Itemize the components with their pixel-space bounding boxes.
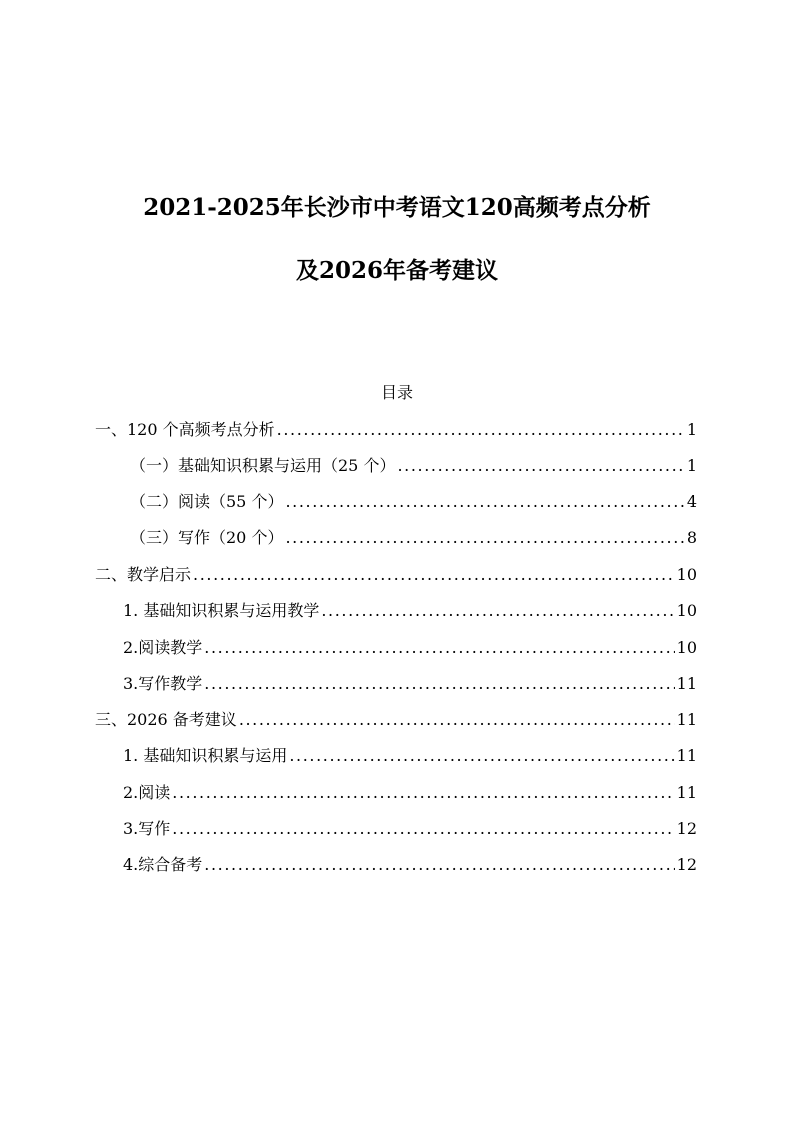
- toc-entry-subsection-3-2[interactable]: [123, 779, 697, 807]
- toc-entry-label: 2.阅读教学: [123, 638, 203, 657]
- toc-dot-leader: [397, 452, 684, 480]
- toc-entry-label: （三）写作（20 个）: [130, 528, 284, 547]
- toc-entry-subsection-1-3[interactable]: [130, 524, 697, 552]
- document-subtitle: 及2026年备考建议: [295, 257, 498, 284]
- toc-entry-subsection-1-1[interactable]: [130, 452, 697, 480]
- toc-entry-subsection-1-2[interactable]: [130, 488, 697, 516]
- toc-entry-subsection-3-4[interactable]: [123, 851, 697, 879]
- toc-entry-label: 二、教学启示: [95, 565, 192, 584]
- toc-entry-subsection-2-2[interactable]: [123, 634, 697, 662]
- toc-dot-leader: [285, 488, 684, 516]
- toc-dot-leader: [321, 597, 674, 625]
- toc-entry-subsection-2-1[interactable]: [123, 597, 697, 625]
- toc-entry-section-1[interactable]: [95, 416, 697, 444]
- toc-dot-leader: [289, 742, 674, 770]
- toc-entry-page: 12: [676, 819, 697, 838]
- toc-entry-label: 2.阅读: [123, 783, 171, 802]
- toc-dot-leader: [193, 561, 675, 589]
- toc-entry-page: 11: [676, 783, 697, 802]
- document-title: 2021-2025年长沙市中考语文120高频考点分析: [143, 194, 651, 221]
- toc-entry-subsection-3-1[interactable]: [123, 742, 697, 770]
- toc-entry-page: 11: [676, 746, 697, 765]
- toc-entry-label: 一、120 个高频考点分析: [95, 420, 275, 439]
- toc-entry-page: 10: [676, 638, 697, 657]
- toc-heading: 目录: [380, 383, 413, 402]
- toc-entry-page: 12: [676, 855, 697, 874]
- toc-entry-page: 11: [676, 674, 697, 693]
- toc-entry-label: 1. 基础知识积累与运用教学: [123, 601, 320, 620]
- toc-dot-leader: [204, 851, 674, 879]
- toc-dot-leader: [172, 815, 674, 843]
- toc-entry-label: 3.写作: [123, 819, 171, 838]
- toc-entry-label: 4.综合备考: [123, 855, 203, 874]
- toc-entry-page: 11: [676, 710, 697, 729]
- toc-entry-page: 1: [686, 420, 697, 439]
- toc-dot-leader: [204, 670, 674, 698]
- toc-entry-page: 10: [676, 565, 697, 584]
- toc-entry-page: 10: [676, 601, 697, 620]
- toc-dot-leader: [277, 416, 685, 444]
- toc-dot-leader: [204, 634, 674, 662]
- toc-entry-page: 8: [686, 528, 697, 547]
- toc-entry-section-2[interactable]: [95, 561, 697, 589]
- toc-entry-subsection-2-3[interactable]: [123, 670, 697, 698]
- toc-entry-section-3[interactable]: [95, 706, 697, 734]
- toc-entry-page: 4: [686, 492, 697, 511]
- toc-dot-leader: [285, 524, 684, 552]
- toc-dot-leader: [239, 706, 675, 734]
- toc-entry-label: 三、2026 备考建议: [95, 710, 237, 729]
- toc-dot-leader: [172, 779, 674, 807]
- toc-entry-label: 3.写作教学: [123, 674, 203, 693]
- toc-entry-subsection-3-3[interactable]: [123, 815, 697, 843]
- toc-entry-label: （二）阅读（55 个）: [130, 492, 284, 511]
- toc-entry-page: 1: [686, 456, 697, 475]
- toc-entry-label: （一）基础知识积累与运用（25 个）: [130, 456, 396, 475]
- toc-entry-label: 1. 基础知识积累与运用: [123, 746, 288, 765]
